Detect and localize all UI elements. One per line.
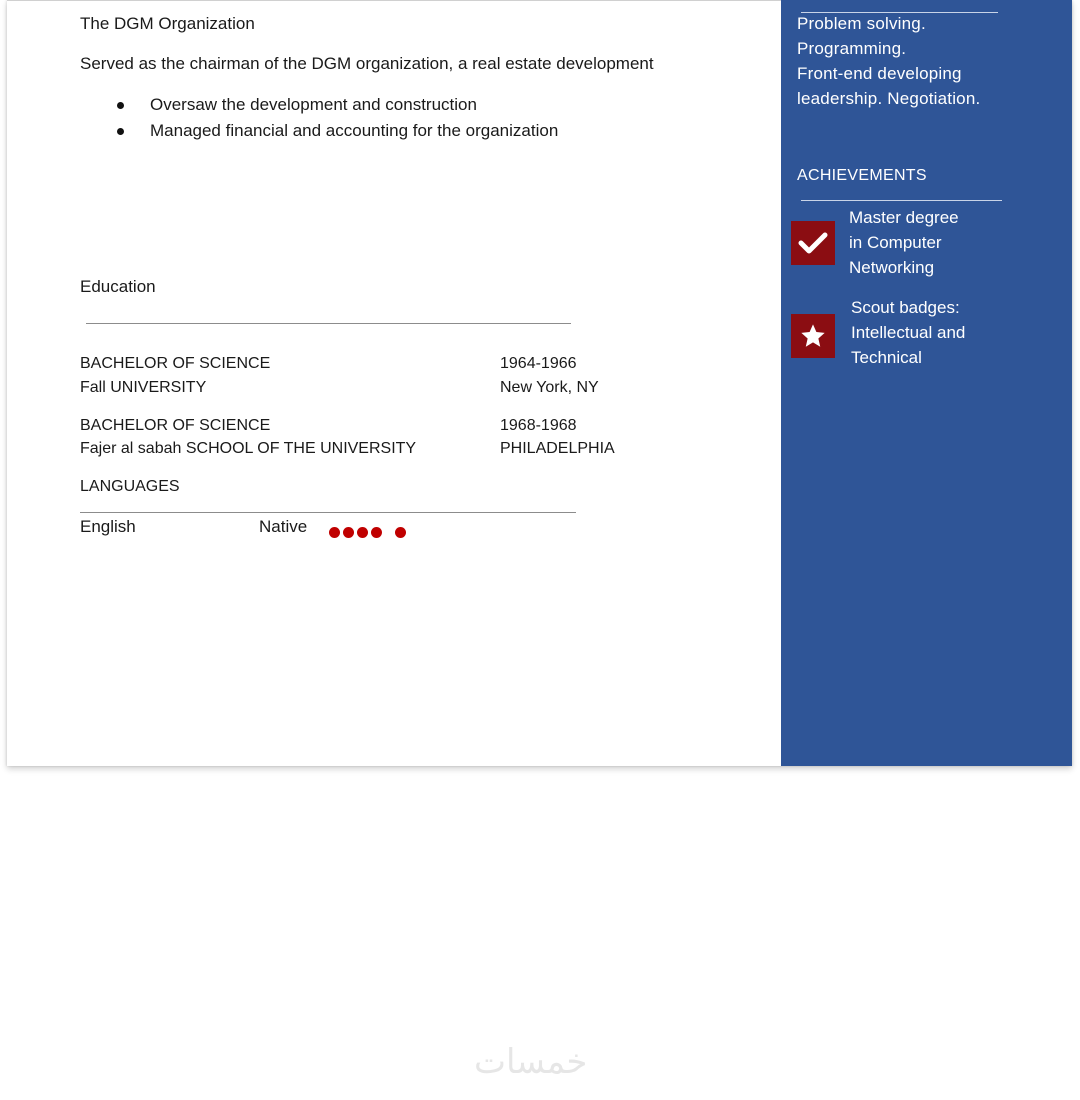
achievement-text [851,295,965,370]
language-name: English [80,517,136,536]
achievement-line: Scout badges: [851,298,960,317]
school-name: Fall UNIVERSITY [80,379,207,396]
degree-title: BACHELOR OF SCIENCE [80,417,271,434]
sidebar [781,0,1072,766]
achievement-line: Intellectual and [851,323,966,342]
rating-dot [343,527,354,538]
languages-divider [80,512,576,513]
experience-bullet: Oversaw the development and construction [117,92,558,118]
language-rating [329,527,409,539]
organization-name: The DGM Organization [80,14,255,33]
degree-title: BACHELOR OF SCIENCE [80,355,271,372]
rating-dot [395,527,406,538]
star-icon [791,314,835,358]
achievements-heading: ACHIEVEMENTS [797,167,927,184]
skill-item: Programming. [797,39,907,58]
education-divider [86,323,571,324]
achievement-line: Technical [851,348,922,367]
achievement-line: Networking [849,258,935,277]
experience-bullets [117,92,558,144]
education-heading: Education [80,277,156,296]
education-years: 1968-1968 [500,417,577,434]
achievements-divider [801,200,1002,201]
checkmark-icon [791,221,835,265]
education-location: New York, NY [500,379,599,396]
experience-bullet: Managed financial and accounting for the organization [117,118,558,144]
language-level: Native [259,517,308,536]
rating-dot [371,527,382,538]
watermark-logo: خمسات [474,1042,588,1082]
resume-page [7,0,1072,766]
skill-item: Problem solving. [797,14,926,33]
achievement-line: in Computer [849,233,942,252]
skill-item: Front-end developing [797,64,962,83]
languages-heading: LANGUAGES [80,478,180,495]
rating-dot [329,527,340,538]
school-name: Fajer al sabah SCHOOL OF THE UNIVERSITY [80,440,417,457]
rating-dot [357,527,368,538]
education-years: 1964-1966 [500,355,577,372]
skills-list [797,11,980,111]
skill-item: leadership. Negotiation. [797,89,981,108]
education-location: PHILADELPHIA [500,440,615,457]
achievement-text [849,205,959,280]
experience-description: Served as the chairman of the DGM organization, a real estate development [80,54,654,73]
achievement-line: Master degree [849,208,959,227]
